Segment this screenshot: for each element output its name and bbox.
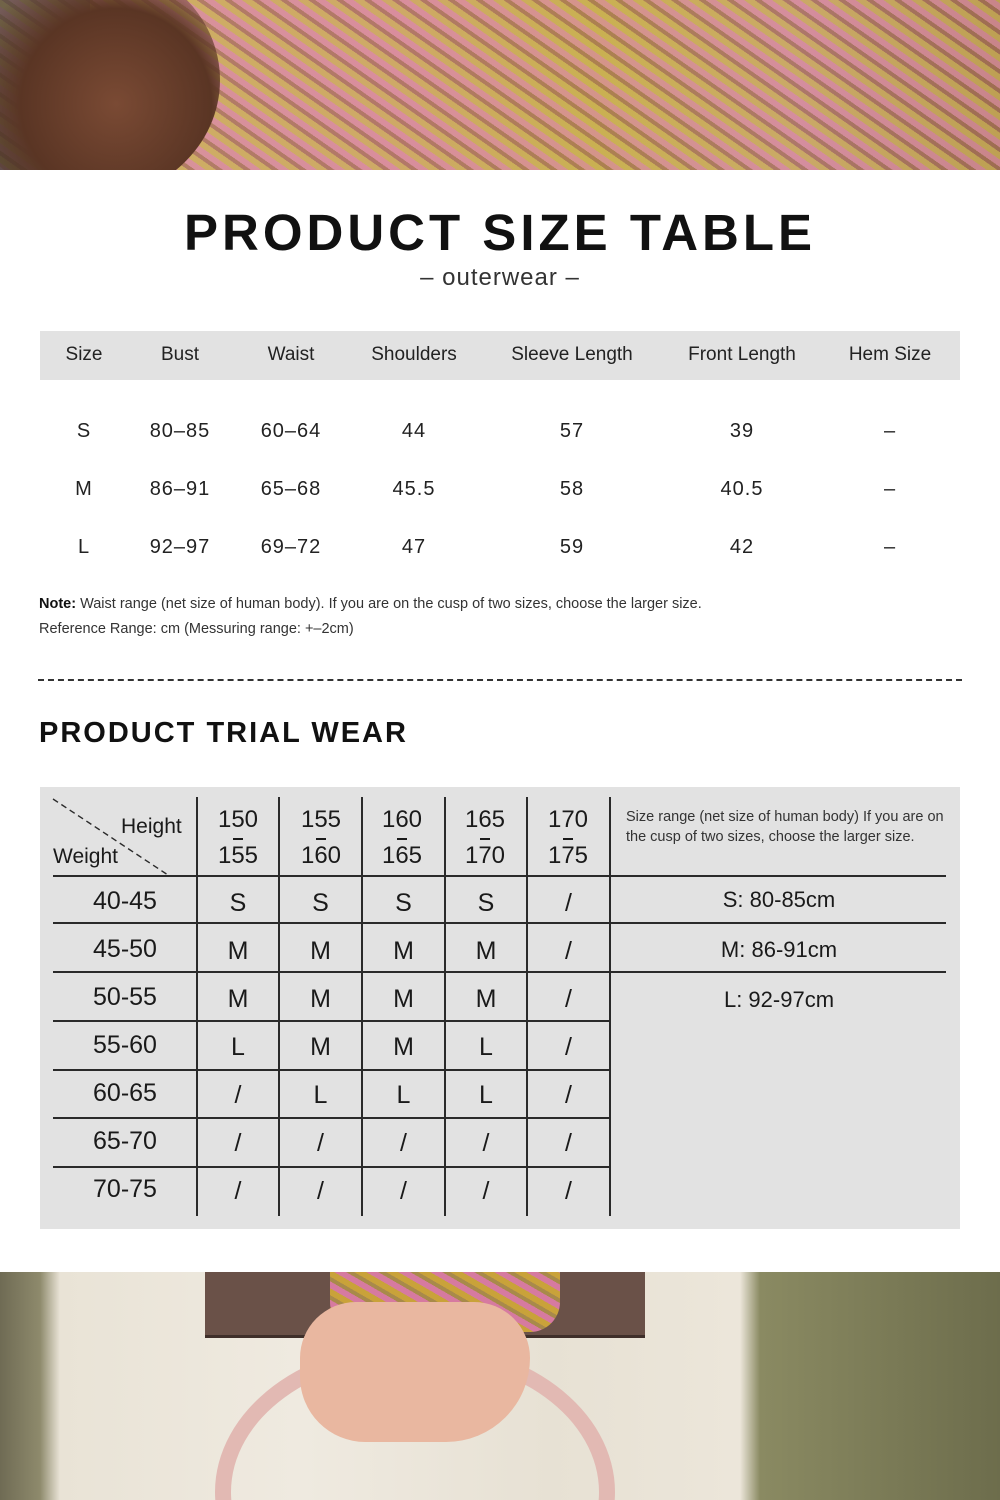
height-header xyxy=(280,806,362,870)
size-table-row xyxy=(40,420,960,446)
weight-label: 45-50 xyxy=(93,935,157,963)
height-from: 155 xyxy=(300,806,342,833)
size-note xyxy=(39,596,702,612)
photo-hand xyxy=(300,1302,530,1442)
page-subtitle: – outerwear – xyxy=(420,264,580,291)
weight-label: 65-70 xyxy=(93,1127,157,1155)
corner-weight-label: Weight xyxy=(53,845,118,868)
size-cell: / xyxy=(234,1129,242,1157)
cell-bust: 92–97 xyxy=(149,536,211,558)
height-to: 160 xyxy=(300,842,342,869)
height-from: 165 xyxy=(464,806,506,833)
size-cell: M xyxy=(393,1033,414,1061)
size-range-m: M: 86-91cm xyxy=(720,937,838,962)
size-cell: M xyxy=(310,937,331,965)
size-cell: L xyxy=(479,1081,493,1109)
size-cell: / xyxy=(565,1177,572,1205)
size-cell: M xyxy=(310,985,331,1013)
page-title: PRODUCT SIZE TABLE xyxy=(183,204,817,261)
size-cell: / xyxy=(317,1129,324,1157)
header-waist: Waist xyxy=(267,344,315,365)
height-from: 170 xyxy=(547,806,589,833)
size-cell: M xyxy=(310,1033,331,1061)
header-shoulders: Shoulders xyxy=(371,344,457,365)
cell-waist: 60–64 xyxy=(260,420,322,442)
grid-line xyxy=(53,1166,610,1168)
size-range-note: Size range (net size of human body) If you are on the cusp of two sizes, choose the larger size. xyxy=(626,809,944,845)
cell-size: M xyxy=(75,478,93,500)
header-sleeve-length: Sleeve Length xyxy=(511,344,633,365)
cell-size: L xyxy=(77,536,91,558)
grid-line xyxy=(53,971,946,973)
weight-label: 50-55 xyxy=(93,983,157,1011)
weight-label: 55-60 xyxy=(93,1031,157,1059)
header-bust: Bust xyxy=(160,344,200,365)
trial-section-title: PRODUCT TRIAL WEAR xyxy=(39,717,408,749)
cell-sleeve-length: 59 xyxy=(559,536,585,558)
size-cell: / xyxy=(234,1177,242,1205)
header-hem-size: Hem Size xyxy=(848,344,932,365)
cell-size: S xyxy=(76,420,92,442)
note-text: Waist range (net size of human body). If you are on the cusp of two sizes, choose the larger size. xyxy=(76,596,702,612)
size-cell: / xyxy=(400,1129,407,1157)
grid-line xyxy=(53,922,946,924)
size-cell: / xyxy=(565,1033,572,1061)
cell-waist: 69–72 xyxy=(260,536,322,558)
bottom-product-photo xyxy=(0,1272,1000,1500)
cell-front-length: 39 xyxy=(729,420,755,442)
corner-height-label: Height xyxy=(121,815,182,838)
size-cell: L xyxy=(313,1081,328,1109)
cell-front-length: 42 xyxy=(729,536,755,558)
size-cell: S xyxy=(229,889,247,917)
weight-label: 40-45 xyxy=(93,887,157,915)
cell-front-length: 40.5 xyxy=(720,478,764,500)
size-cell: S xyxy=(312,889,329,917)
cell-bust: 80–85 xyxy=(149,420,211,442)
grid-line xyxy=(53,1020,610,1022)
cell-waist: 65–68 xyxy=(260,478,322,500)
size-cell: M xyxy=(475,937,497,965)
cell-sleeve-length: 58 xyxy=(559,478,585,500)
cell-hem-size: – xyxy=(883,420,897,442)
cell-hem-size: – xyxy=(883,478,897,500)
size-table-row xyxy=(40,536,960,562)
grid-line xyxy=(53,875,946,877)
cell-shoulders: 47 xyxy=(401,536,427,558)
height-from: 160 xyxy=(381,806,423,833)
weight-label: 60-65 xyxy=(93,1079,157,1107)
size-cell: M xyxy=(393,937,414,965)
height-header xyxy=(444,806,526,870)
header-front-length: Front Length xyxy=(688,344,796,365)
size-cell: S xyxy=(395,889,412,917)
size-cell: L xyxy=(396,1081,411,1109)
size-cell: / xyxy=(565,985,572,1013)
size-table-row xyxy=(40,478,960,504)
height-to: 155 xyxy=(217,842,259,869)
height-to: 170 xyxy=(464,842,506,869)
grid-line xyxy=(609,797,611,1216)
size-cell: / xyxy=(565,889,572,917)
size-cell: / xyxy=(565,1081,572,1109)
cell-shoulders: 44 xyxy=(401,420,427,442)
weight-label: 70-75 xyxy=(93,1175,157,1203)
size-cell: M xyxy=(393,985,414,1013)
size-cell: M xyxy=(227,937,249,965)
height-header xyxy=(197,806,279,870)
height-header xyxy=(527,806,609,870)
size-cell: L xyxy=(231,1033,245,1061)
height-header xyxy=(361,806,443,870)
size-cell: M xyxy=(475,985,497,1013)
cell-hem-size: – xyxy=(883,536,897,558)
size-cell: S xyxy=(477,889,495,917)
cell-shoulders: 45.5 xyxy=(392,478,436,500)
size-cell: / xyxy=(400,1177,407,1205)
size-cell: / xyxy=(482,1177,490,1205)
photo-hair xyxy=(0,0,220,170)
top-product-photo xyxy=(0,0,1000,170)
size-range-l: L: 92-97cm xyxy=(723,987,835,1012)
grid-line xyxy=(53,1117,610,1119)
size-table-header xyxy=(40,331,960,380)
cell-bust: 86–91 xyxy=(149,478,211,500)
size-cell: / xyxy=(234,1081,242,1109)
height-to: 165 xyxy=(381,842,423,869)
note-label: Note: xyxy=(39,596,77,612)
header-size: Size xyxy=(65,344,103,365)
cell-sleeve-length: 57 xyxy=(559,420,585,442)
grid-line xyxy=(53,1069,610,1071)
height-to: 175 xyxy=(547,842,589,869)
size-cell: / xyxy=(317,1177,324,1205)
size-cell: L xyxy=(479,1033,493,1061)
size-cell: M xyxy=(227,985,249,1013)
size-cell: / xyxy=(565,937,572,965)
reference-note: Reference Range: cm (Messuring range: +–2cm) xyxy=(39,621,354,637)
height-from: 150 xyxy=(217,806,259,833)
size-cell: / xyxy=(482,1129,490,1157)
section-divider xyxy=(38,679,962,681)
size-cell: / xyxy=(565,1129,572,1157)
size-range-s: S: 80-85cm xyxy=(722,887,836,912)
